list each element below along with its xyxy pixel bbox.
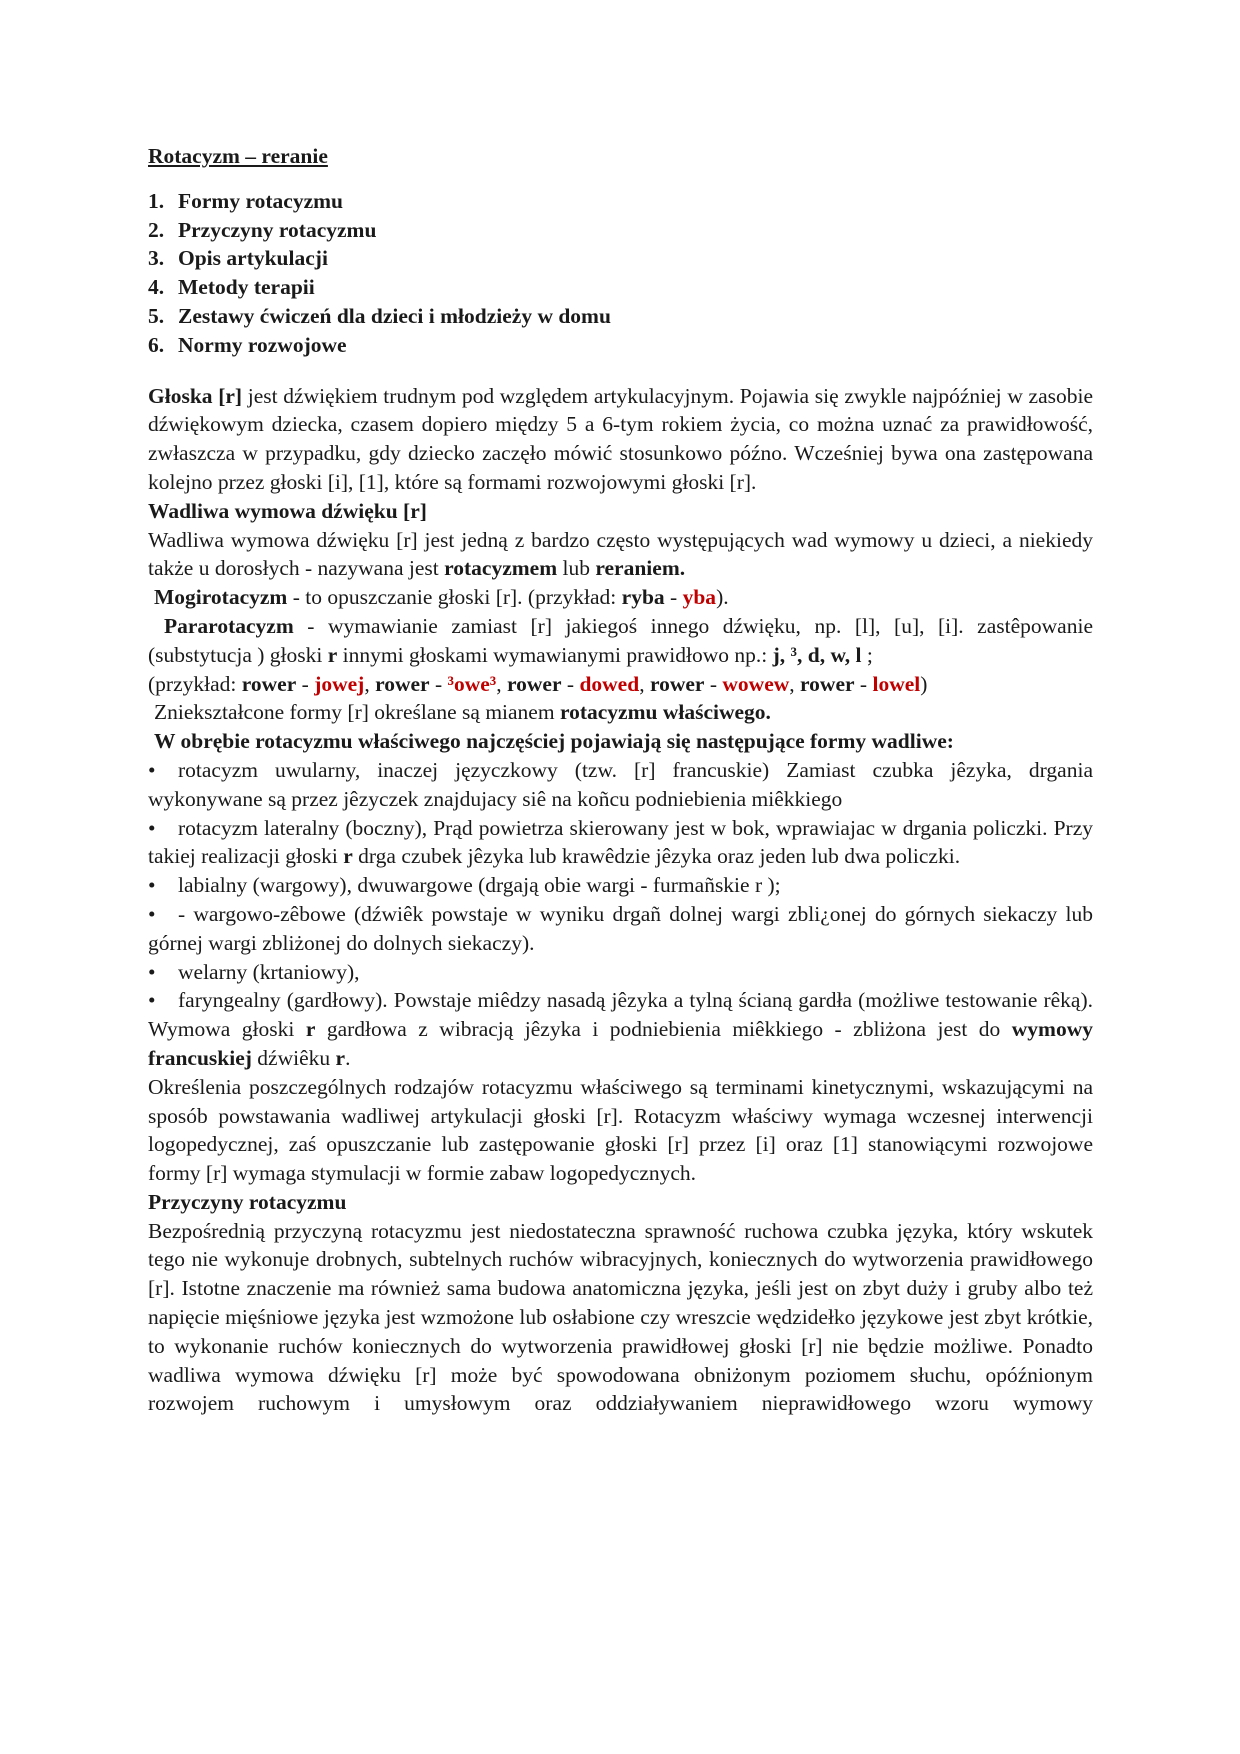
toc-item: 1. Formy rotacyzmu: [148, 188, 343, 213]
examples-line: (przykład: rower - jowej, rower - ³owe³, rower - dowed, rower - wowew, rower - lowel): [148, 671, 928, 696]
bullet-icon: •: [148, 988, 156, 1013]
znieksztalcone-paragraph: Zniekształcone formy [r] określane są mianem rotacyzmu właściwego.: [154, 700, 771, 725]
mogirotacyzm-paragraph: Mogirotacyzm - to opuszczanie głoski [r]. (przykład: ryba - yba).: [154, 585, 729, 610]
bullet-icon: •: [148, 901, 156, 926]
section-heading-wadliwa: Wadliwa wymowa dźwięku [r]: [148, 498, 427, 523]
document-title: Rotacyzm – reranie: [148, 144, 328, 168]
list-item-bullet: • labialny (wargowy), dwuwargowe (drgają obie wargi - furmañskie r );: [148, 871, 1093, 900]
intro-paragraph: Głoska [r] jest dźwiękiem trudnym pod względem artykulacyjnym. Pojawia się zwykle najpóźniej w zasobie dźwiękowym dziecka, czasem dopiero między 5 a 6-tym rokiem życia, co można uznać za prawidłowość, zwłaszcza w przypadku, gdy dziecko zaczęło mówić stosunkowo późno. Wcześniej bywa ona zastępowana kolejno przez głoski [i], [1], które są formami rozwojowymi głoski [r].: [148, 383, 1093, 494]
list-item-bullet: • rotacyzm uwularny, inaczej języczkowy (tzw. [r] francuskie) Zamiast czubka jêzyka, drgania wykonywane są przez jêzyczek znajdujacy siê na koñcu podniebienia miêkkiego: [148, 757, 1093, 811]
przyczyny-paragraph: Bezpośrednią przyczyną rotacyzmu jest niedostateczna sprawność ruchowa czubka języka, który wskutek tego nie wykonuje drobnych, subtelnych ruchów wibracyjnych, koniecznych do wytworzenia prawidłowego [r]. Istotne znaczenie ma również sama budowa anatomiczna języka, jeśli jest on zbyt duży i gruby albo też napięcie mięśniowe języka jest wzmożone lub osłabione czy wreszcie wędzidełko językowe jest zbyt krótkie, to wykonanie ruchów koniecznych do wytworzenia prawidłowej głoski [r] nie będzie możliwe. Ponadto wadliwa wymowa dźwięku [r] może być spowodowana obniżonym poziomem słuchu, opóźnionym rozwojem ruchowym i umysłowym oraz oddziaływaniem nieprawidłowego wzoru wymowy: [148, 1218, 1093, 1416]
toc-item: 2. Przyczyny rotacyzmu: [148, 217, 377, 242]
toc-item: 3. Opis artykulacji: [148, 246, 328, 271]
okreslenia-paragraph: Określenia poszczególnych rodzajów rotacyzmu właściwego są terminami kinetycznymi, wskazującymi na sposób powstawania wadliwej artykulacji głoski [r]. Rotacyzm właściwy wymaga wczesnej interwencji logopedycznej, zaś opuszczanie lub zastępowanie głoski [r] przez [i] oraz [1] stanowiącymi rozwojowe formy [r] wymaga stymulacji w formie zabaw logopedycznych.: [148, 1074, 1093, 1186]
bullet-icon: •: [148, 873, 156, 898]
bullet-icon: •: [148, 757, 156, 782]
pararotacyzm-paragraph: Pararotacyzm - wymawianie zamiast [r] jakiegoś innego dźwięku, np. [l], [u], [i]. zastêpowanie (substytucja ) głoski r innymi głoskami wymawianymi prawidłowo np.: j, ³, d, w, l ;: [148, 613, 1093, 667]
section-heading-przyczyny: Przyczyny rotacyzmu: [148, 1189, 347, 1214]
list-item-bullet: • rotacyzm lateralny (boczny), Prąd powietrza skierowany jest w bok, wprawiajac w drgania policzki. Przy takiej realizacji głoski r drga czubek jêzyka lub krawêdzie jêzyka oraz jeden lub dwa policzki.: [148, 815, 1093, 869]
toc-item: 5. Zestawy ćwiczeń dla dzieci i młodzieży w domu: [148, 303, 611, 328]
list-item-bullet: • - wargowo-zêbowe (dźwiêk powstaje w wyniku drgañ dolnej wargi zbli¿onej do górnych siekaczy lub górnej wargi zbliżonej do dolnych siekaczy).: [148, 901, 1093, 955]
table-of-contents: [148, 187, 1093, 360]
bullet-icon: •: [148, 959, 156, 984]
bullet-icon: •: [148, 815, 156, 840]
wadliwa-paragraph: Wadliwa wymowa dźwięku [r] jest jedną z bardzo często występujących wad wymowy u dzieci, a niekiedy także u dorosłych - nazywana jest rotacyzmem lub reraniem.: [148, 527, 1093, 581]
toc-item: 6. Normy rozwojowe: [148, 332, 347, 357]
document-page: [148, 142, 1093, 1418]
toc-item: 4. Metody terapii: [148, 275, 315, 300]
list-item-bullet: • faryngealny (gardłowy). Powstaje miêdzy nasadą jêzyka a tylną ścianą gardła (możliwe testowanie rêką). Wymowa głoski r gardłowa z wibracją jêzyka i podniebienia miêkkiego - zbliżona jest do wymowy francuskiej dźwiêku r.: [148, 988, 1093, 1070]
list-item-bullet: • welarny (krtaniowy),: [148, 958, 1093, 987]
forms-intro: W obrębie rotacyzmu właściwego najczęściej pojawiają się następujące formy wadliwe:: [154, 729, 954, 754]
